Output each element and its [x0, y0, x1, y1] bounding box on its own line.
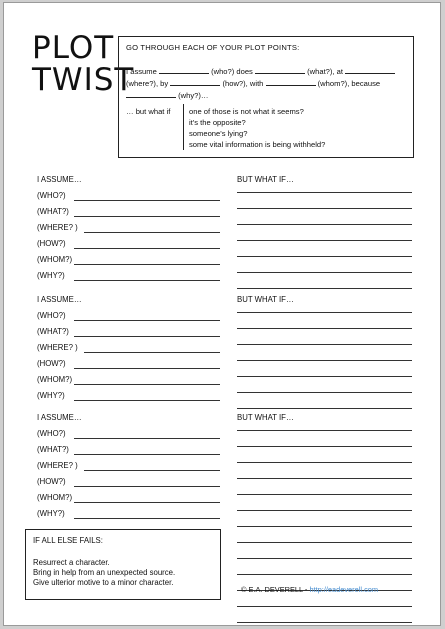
answer-line[interactable]: [237, 526, 412, 527]
answer-line[interactable]: [237, 240, 412, 241]
answer-line[interactable]: [74, 248, 220, 249]
answer-line[interactable]: [237, 574, 412, 575]
answer-line[interactable]: [74, 384, 220, 385]
answer-line[interactable]: [74, 320, 220, 321]
template-blank[interactable]: [126, 89, 176, 98]
answer-line[interactable]: [74, 280, 220, 281]
row-label: (HOW?): [37, 477, 66, 486]
but-what-if-heading: BUT WHAT IF…: [237, 295, 294, 304]
worksheet-page: [3, 2, 441, 626]
row-label: (WHAT?): [37, 445, 69, 454]
answer-line[interactable]: [237, 392, 412, 393]
row-label: (WHAT?): [37, 327, 69, 336]
divider: [183, 104, 184, 150]
answer-line[interactable]: [74, 264, 220, 265]
answer-line[interactable]: [237, 272, 412, 273]
answer-line[interactable]: [237, 328, 412, 329]
question-item: someone's lying?: [189, 129, 248, 138]
answer-line[interactable]: [237, 606, 412, 607]
answer-line[interactable]: [84, 470, 220, 471]
row-label: (WHO?): [37, 191, 66, 200]
row-label: (WHERE? ): [37, 343, 78, 352]
answer-line[interactable]: [237, 344, 412, 345]
answer-line[interactable]: [237, 360, 412, 361]
question-item: it's the opposite?: [189, 118, 246, 127]
answer-line[interactable]: [74, 216, 220, 217]
fallback-box: [25, 529, 221, 600]
answer-line[interactable]: [237, 312, 412, 313]
answer-line[interactable]: [74, 438, 220, 439]
title-line-2: TWIST: [32, 62, 135, 98]
template-blank[interactable]: [345, 65, 395, 74]
assume-heading: I ASSUME…: [37, 295, 82, 304]
template-blank[interactable]: [266, 77, 316, 86]
question-item: one of those is not what it seems?: [189, 107, 304, 116]
answer-line[interactable]: [237, 462, 412, 463]
answer-line[interactable]: [237, 192, 412, 193]
answer-line[interactable]: [74, 400, 220, 401]
answer-line[interactable]: [237, 478, 412, 479]
template-text-2: (who?) does: [211, 67, 253, 76]
question-item: some vital information is being withheld?: [189, 140, 326, 149]
answer-line[interactable]: [237, 446, 412, 447]
answer-line[interactable]: [84, 352, 220, 353]
answer-line[interactable]: [237, 622, 412, 623]
answer-line[interactable]: [74, 502, 220, 503]
row-label: (WHOM?): [37, 255, 73, 264]
answer-line[interactable]: [74, 200, 220, 201]
fallback-heading: IF ALL ELSE FAILS:: [33, 536, 103, 545]
instructions-box: [118, 36, 414, 158]
template-blank[interactable]: [159, 65, 209, 74]
row-label: (HOW?): [37, 359, 66, 368]
template-text-4: (where?), by: [126, 79, 169, 88]
instructions-template: [126, 65, 406, 101]
fallback-item: Give ulterior motive to a minor character.: [33, 578, 174, 587]
template-text-1: I assume: [126, 67, 157, 76]
row-label: (WHERE? ): [37, 223, 78, 232]
fallback-item: Resurrect a character.: [33, 558, 110, 567]
answer-line[interactable]: [74, 454, 220, 455]
template-blank[interactable]: [170, 77, 220, 86]
but-what-if-heading: BUT WHAT IF…: [237, 413, 294, 422]
answer-line[interactable]: [237, 408, 412, 409]
row-label: (WHO?): [37, 311, 66, 320]
answer-line[interactable]: [237, 510, 412, 511]
row-label: (WHY?): [37, 391, 65, 400]
but-what-if-label: … but what if: [126, 107, 171, 116]
row-label: (WHY?): [37, 509, 65, 518]
answer-line[interactable]: [237, 494, 412, 495]
what-if-questions: [189, 106, 325, 150]
answer-line[interactable]: [74, 518, 220, 519]
row-label: (WHOM?): [37, 375, 73, 384]
instructions-heading: GO THROUGH EACH OF YOUR PLOT POINTS:: [126, 43, 300, 52]
row-label: (WHERE? ): [37, 461, 78, 470]
fallback-list: [33, 558, 175, 588]
answer-line[interactable]: [237, 208, 412, 209]
answer-line[interactable]: [237, 288, 412, 289]
row-label: (WHOM?): [37, 493, 73, 502]
template-text-7: (why?)…: [178, 91, 209, 100]
row-label: (WHAT?): [37, 207, 69, 216]
assume-heading: I ASSUME…: [37, 175, 82, 184]
template-blank[interactable]: [255, 65, 305, 74]
answer-line[interactable]: [237, 430, 412, 431]
answer-line[interactable]: [237, 542, 412, 543]
title-line-1: PLOT: [32, 30, 115, 66]
answer-line[interactable]: [74, 486, 220, 487]
footer-credit: [241, 585, 378, 594]
assume-heading: I ASSUME…: [37, 413, 82, 422]
template-text-6: (whom?), because: [317, 79, 381, 88]
but-what-if-heading: BUT WHAT IF…: [237, 175, 294, 184]
template-text-3: (what?), at: [307, 67, 343, 76]
answer-line[interactable]: [237, 224, 412, 225]
answer-line[interactable]: [237, 376, 412, 377]
credit-text: © E.A. DEVERELL -: [241, 585, 310, 594]
answer-line[interactable]: [237, 558, 412, 559]
row-label: (WHO?): [37, 429, 66, 438]
answer-line[interactable]: [74, 368, 220, 369]
website-link[interactable]: http://eadeverell.com: [309, 585, 379, 594]
answer-line[interactable]: [74, 336, 220, 337]
template-text-5: (how?), with: [222, 79, 264, 88]
row-label: (HOW?): [37, 239, 66, 248]
answer-line[interactable]: [84, 232, 220, 233]
fallback-item: Bring in help from an unexpected source.: [33, 568, 176, 577]
answer-line[interactable]: [237, 256, 412, 257]
row-label: (WHY?): [37, 271, 65, 280]
